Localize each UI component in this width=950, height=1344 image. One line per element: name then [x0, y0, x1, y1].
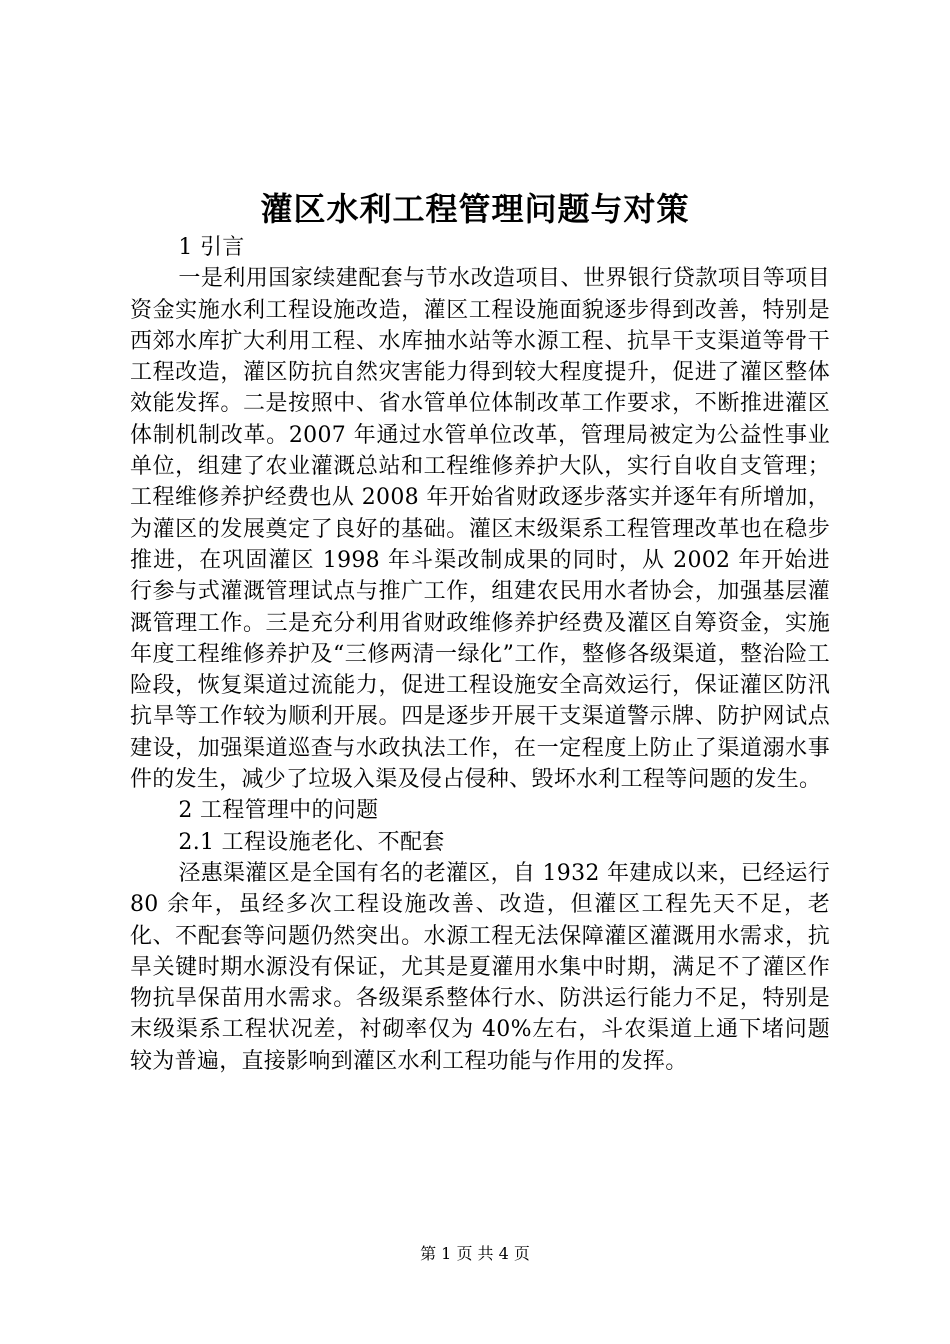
document-body	[130, 232, 830, 1077]
page-footer: 第 1 页 共 4 页	[420, 1244, 530, 1263]
body-paragraph: 一是利用国家续建配套与节水改造项目、世界银行贷款项目等项目资金实施水利工程设施改造，灌区工程设施面貌逐步得到改善，特别是西郊水库扩大利用工程、水库抽水站等水源工程、抗旱干支渠道等骨干工程改造，灌区防抗自然灾害能力得到较大程度提升，促进了灌区整体效能发挥。二是按照中、省水管单位体制改革工作要求，不断推进灌区体制机制改革。2007 年通过水管单位改革，管理局被定为公益性事业单位，组建了农业灌溉总站和工程维修养护大队，实行自收自支管理；工程维修养护经费也从 2008 年开始省财政逐步落实并逐年有所增加，为灌区的发展奠定了良好的基础。灌区末级渠系工程管理改革也在稳步推进，在巩固灌区 1998 年斗渠改制成果的同时，从 2002 年开始进行参与式灌溉管理试点与推广工作，组建农民用水者协会，加强基层灌溉管理工作。三是充分利用省财政维修养护经费及灌区自筹资金，实施年度工程维修养护及“三修两清一绿化”工作，整修各级渠道，整治险工险段，恢复渠道过流能力，促进工程设施安全高效运行，保证灌区防汛抗旱等工作较为顺利开展。四是逐步开展干支渠道警示牌、防护网试点建设，加强渠道巡查与水政执法工作，在一定程度上防止了渠道溺水事件的发生，减少了垃圾入渠及侵占侵种、毁坏水利工程等问题的发生。	[130, 266, 830, 793]
document-title: 灌区水利工程管理问题与对策	[260, 190, 690, 228]
section-heading-intro: 1 引言	[178, 235, 245, 260]
subsection-heading: 2.1 工程设施老化、不配套	[178, 829, 445, 855]
section-heading-problems: 2 工程管理中的问题	[178, 798, 379, 824]
body-paragraph: 泾惠渠灌区是全国有名的老灌区，自 1932 年建成以来，已经运行 80 余年，虽经多次工程设施改善、改造，但灌区工程先天不足，老化、不配套等问题仍然突出。水源工程无法保障灌区灌溉用水需求，抗旱关键时期水源没有保证，尤其是夏灌用水集中时期，满足不了灌区作物抗旱保苗用水需求。各级渠系整体行水、防洪运行能力不足，特别是末级渠系工程状况差，衬砌率仅为 40%左右，斗农渠道上通下堵问题较为普遍，直接影响到灌区水利工程功能与作用的发挥。	[130, 860, 830, 1074]
